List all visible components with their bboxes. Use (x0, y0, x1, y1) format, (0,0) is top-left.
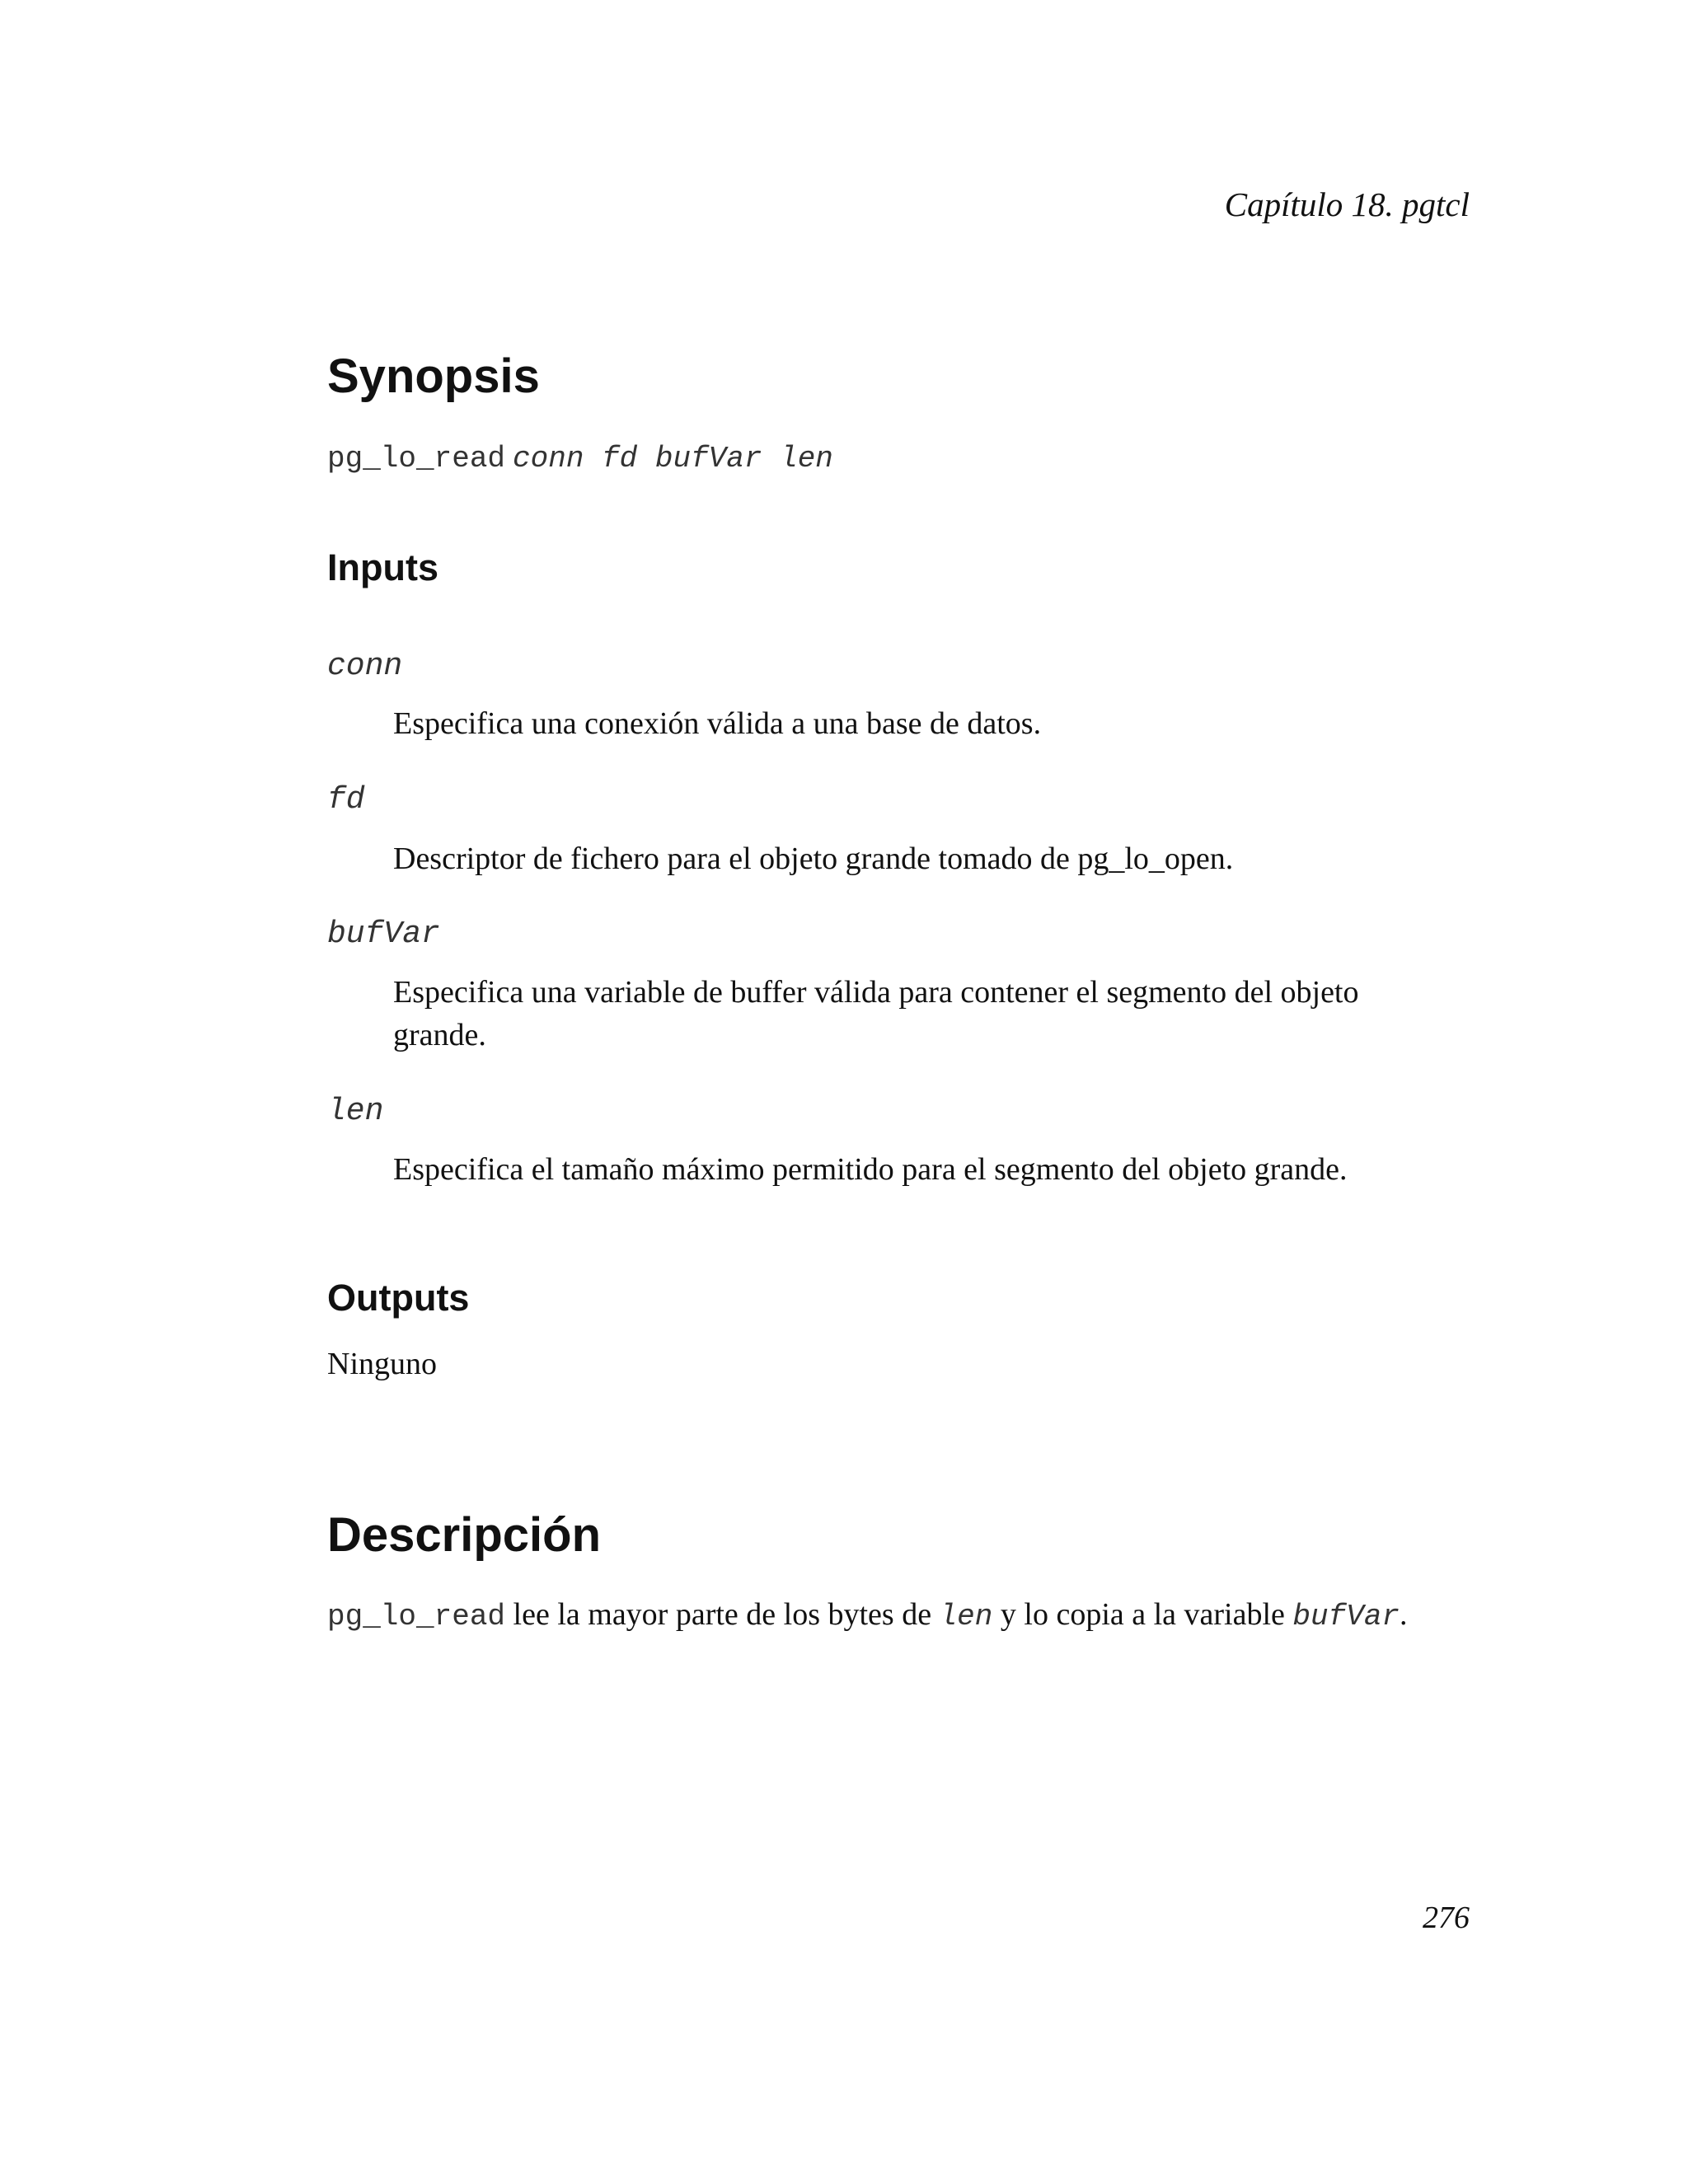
description-heading: Descripción (327, 1508, 601, 1562)
synopsis-heading: Synopsis (327, 349, 540, 403)
param-term-conn: conn (327, 649, 403, 684)
description-command: pg_lo_read (327, 1600, 506, 1633)
page-number: 276 (1423, 1900, 1470, 1935)
outputs-heading: Outputs (327, 1277, 470, 1319)
param-term-fd: fd (327, 782, 365, 818)
param-desc-len: Especifica el tamaño máximo permitido para el segmento del objeto grande. (393, 1152, 1348, 1187)
synopsis-command: pg_lo_read (327, 442, 506, 476)
param-desc-conn: Especifica una conexión válida a una base de datos. (393, 706, 1042, 741)
description-text-3: . (1400, 1597, 1408, 1632)
synopsis-args: conn fd bufVar len (513, 442, 833, 476)
param-term-bufvar: bufVar (327, 916, 440, 952)
param-desc-bufvar: Especifica una variable de buffer válida para contener el segmento del objeto grande. (393, 975, 1359, 1052)
description-paragraph (327, 1599, 1408, 1632)
description-text-1: lee la mayor parte de los bytes de (505, 1597, 940, 1632)
running-header: Capítulo 18. pgtcl (1224, 185, 1470, 223)
inputs-heading: Inputs (327, 546, 438, 588)
synopsis-line (327, 442, 833, 474)
description-text-2: y lo copia a la variable (992, 1597, 1293, 1632)
description-param-bufvar: bufVar (1292, 1600, 1400, 1633)
param-term-len: len (327, 1094, 384, 1129)
description-param-len: len (939, 1600, 993, 1633)
param-desc-fd: Descriptor de fichero para el objeto grande tomado de pg_lo_open. (393, 841, 1234, 876)
outputs-text: Ninguno (327, 1347, 437, 1381)
